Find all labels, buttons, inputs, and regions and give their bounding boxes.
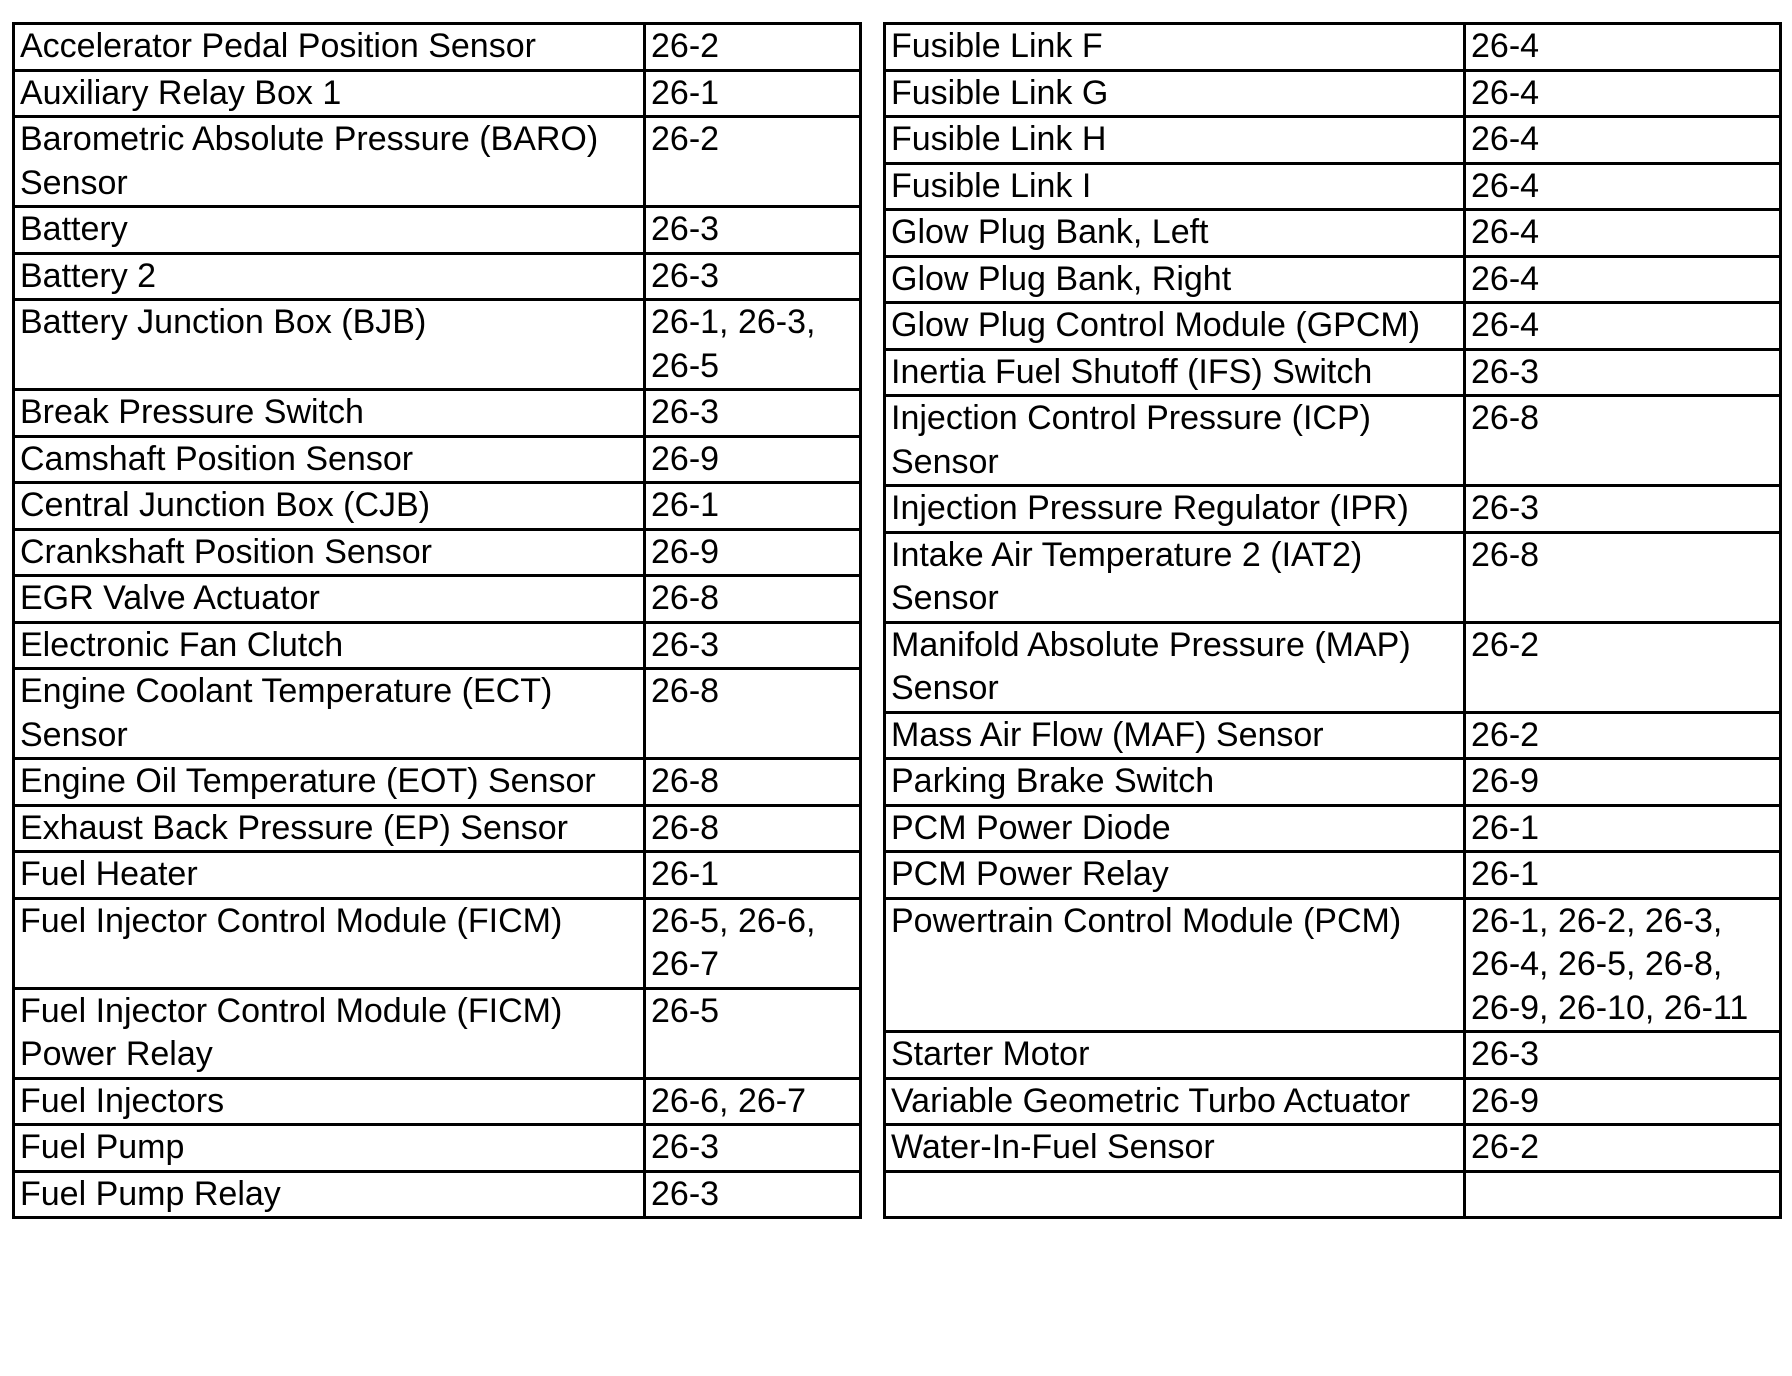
- component-name-cell: Fusible Link I: [885, 163, 1465, 210]
- page-reference-cell: 26-1: [1465, 852, 1781, 899]
- table-row: [885, 70, 1781, 117]
- table-row: [885, 622, 1781, 712]
- page-reference-cell: 26-4: [1465, 303, 1781, 350]
- table-row: [14, 759, 861, 806]
- page-reference-cell: 26-4: [1465, 117, 1781, 164]
- table-row: [14, 253, 861, 300]
- table-row: [885, 349, 1781, 396]
- page-reference-cell: 26-4: [1465, 256, 1781, 303]
- table-row: [14, 988, 861, 1078]
- table-row: [885, 117, 1781, 164]
- page-reference-cell: 26-1: [645, 852, 861, 899]
- table-row: [14, 483, 861, 530]
- component-name-cell: Powertrain Control Module (PCM): [885, 898, 1465, 1032]
- table-row: [14, 576, 861, 623]
- table-row: [885, 303, 1781, 350]
- page-reference-cell: 26-2: [1465, 622, 1781, 712]
- page-reference-cell: 26-1, 26-2, 26-3, 26-4, 26-5, 26-8, 26-9, 26-10, 26-11: [1465, 898, 1781, 1032]
- component-name-cell: Fusible Link G: [885, 70, 1465, 117]
- table-row: [14, 1078, 861, 1125]
- component-name-cell: EGR Valve Actuator: [14, 576, 645, 623]
- page-reference-cell: 26-1: [1465, 805, 1781, 852]
- table-row: [885, 712, 1781, 759]
- page-reference-cell: 26-3: [645, 253, 861, 300]
- page-reference-cell: 26-9: [645, 436, 861, 483]
- table-row: [885, 210, 1781, 257]
- component-name-cell: PCM Power Relay: [885, 852, 1465, 899]
- table-row: [14, 70, 861, 117]
- table-row: [885, 163, 1781, 210]
- page-reference-cell: 26-2: [645, 24, 861, 71]
- component-name-cell: Auxiliary Relay Box 1: [14, 70, 645, 117]
- page-reference-cell: 26-3: [1465, 1032, 1781, 1079]
- page-reference-cell: 26-3: [1465, 486, 1781, 533]
- component-name-cell: Glow Plug Control Module (GPCM): [885, 303, 1465, 350]
- table-row: [885, 486, 1781, 533]
- component-name-cell: Injection Control Pressure (ICP) Sensor: [885, 396, 1465, 486]
- page-reference-cell: 26-8: [645, 759, 861, 806]
- component-name-cell: Break Pressure Switch: [14, 390, 645, 437]
- component-name-cell: Water-In-Fuel Sensor: [885, 1125, 1465, 1172]
- component-name-cell: Glow Plug Bank, Right: [885, 256, 1465, 303]
- table-row: [885, 759, 1781, 806]
- table-row: [885, 24, 1781, 71]
- table-row: [885, 256, 1781, 303]
- component-name-cell: Battery 2: [14, 253, 645, 300]
- page-reference-cell: 26-3: [645, 390, 861, 437]
- component-name-cell: Fuel Injector Control Module (FICM): [14, 898, 645, 988]
- page-reference-cell: 26-2: [1465, 712, 1781, 759]
- table-row: [14, 805, 861, 852]
- component-index-table-right: [883, 22, 1782, 1219]
- component-name-cell: Accelerator Pedal Position Sensor: [14, 24, 645, 71]
- page-reference-cell: 26-8: [645, 576, 861, 623]
- table-row: [14, 207, 861, 254]
- component-name-cell: Central Junction Box (CJB): [14, 483, 645, 530]
- component-name-cell: Fusible Link F: [885, 24, 1465, 71]
- component-name-cell: Fusible Link H: [885, 117, 1465, 164]
- page-reference-cell: 26-9: [1465, 759, 1781, 806]
- component-name-cell: Starter Motor: [885, 1032, 1465, 1079]
- component-name-cell: Injection Pressure Regulator (IPR): [885, 486, 1465, 533]
- component-name-cell: Engine Oil Temperature (EOT) Sensor: [14, 759, 645, 806]
- page-reference-cell: 26-5: [645, 988, 861, 1078]
- component-name-cell: Fuel Heater: [14, 852, 645, 899]
- page-reference-cell: 26-3: [1465, 349, 1781, 396]
- page-reference-cell: 26-1, 26-3, 26-5: [645, 300, 861, 390]
- table-row: [885, 1125, 1781, 1172]
- page-reference-cell: 26-8: [645, 805, 861, 852]
- component-name-cell: Fuel Injector Control Module (FICM) Power Relay: [14, 988, 645, 1078]
- component-name-cell: Mass Air Flow (MAF) Sensor: [885, 712, 1465, 759]
- page-reference-cell: 26-1: [645, 70, 861, 117]
- page-reference-cell: 26-5, 26-6, 26-7: [645, 898, 861, 988]
- table-row: [14, 1125, 861, 1172]
- component-index-table-left: [12, 22, 862, 1219]
- table-row: [14, 436, 861, 483]
- page-reference-cell: 26-8: [1465, 532, 1781, 622]
- component-name-cell: Barometric Absolute Pressure (BARO) Sensor: [14, 117, 645, 207]
- component-name-cell: Fuel Injectors: [14, 1078, 645, 1125]
- page-reference-cell: 26-2: [1465, 1125, 1781, 1172]
- table-row: [885, 805, 1781, 852]
- table-row: [14, 390, 861, 437]
- table-row: [14, 117, 861, 207]
- component-name-cell: Exhaust Back Pressure (EP) Sensor: [14, 805, 645, 852]
- page-reference-cell: 26-3: [645, 622, 861, 669]
- page-reference-cell: 26-9: [1465, 1078, 1781, 1125]
- page-reference-cell: 26-3: [645, 207, 861, 254]
- component-name-cell: [885, 1171, 1465, 1218]
- component-name-cell: Battery Junction Box (BJB): [14, 300, 645, 390]
- page-reference-cell: 26-8: [1465, 396, 1781, 486]
- component-name-cell: Inertia Fuel Shutoff (IFS) Switch: [885, 349, 1465, 396]
- table-row: [14, 1171, 861, 1218]
- table-row: [14, 529, 861, 576]
- component-name-cell: Parking Brake Switch: [885, 759, 1465, 806]
- table-row: [885, 852, 1781, 899]
- page-reference-cell: 26-3: [645, 1125, 861, 1172]
- table-row: [885, 898, 1781, 1032]
- table-row: [14, 622, 861, 669]
- component-name-cell: PCM Power Diode: [885, 805, 1465, 852]
- page-reference-cell: [1465, 1171, 1781, 1218]
- table-row: [14, 669, 861, 759]
- component-name-cell: Electronic Fan Clutch: [14, 622, 645, 669]
- page-reference-cell: 26-4: [1465, 210, 1781, 257]
- component-name-cell: Intake Air Temperature 2 (IAT2) Sensor: [885, 532, 1465, 622]
- component-name-cell: Manifold Absolute Pressure (MAP) Sensor: [885, 622, 1465, 712]
- table-row: [885, 396, 1781, 486]
- page-reference-cell: 26-3: [645, 1171, 861, 1218]
- table-row: [14, 24, 861, 71]
- component-name-cell: Crankshaft Position Sensor: [14, 529, 645, 576]
- table-row: [14, 300, 861, 390]
- page-reference-cell: 26-9: [645, 529, 861, 576]
- component-index-right-body: [885, 24, 1781, 1218]
- component-name-cell: Battery: [14, 207, 645, 254]
- page-reference-cell: 26-8: [645, 669, 861, 759]
- page-reference-cell: 26-4: [1465, 163, 1781, 210]
- table-row: [14, 898, 861, 988]
- component-name-cell: Glow Plug Bank, Left: [885, 210, 1465, 257]
- page-reference-cell: 26-2: [645, 117, 861, 207]
- component-name-cell: Camshaft Position Sensor: [14, 436, 645, 483]
- page-reference-cell: 26-6, 26-7: [645, 1078, 861, 1125]
- table-row: [885, 1032, 1781, 1079]
- component-name-cell: Fuel Pump Relay: [14, 1171, 645, 1218]
- table-row: [885, 1078, 1781, 1125]
- table-row: [885, 532, 1781, 622]
- page-reference-cell: 26-1: [645, 483, 861, 530]
- page-reference-cell: 26-4: [1465, 24, 1781, 71]
- table-row: [14, 852, 861, 899]
- page-reference-cell: 26-4: [1465, 70, 1781, 117]
- table-row: [885, 1171, 1781, 1218]
- component-name-cell: Fuel Pump: [14, 1125, 645, 1172]
- component-name-cell: Engine Coolant Temperature (ECT) Sensor: [14, 669, 645, 759]
- component-name-cell: Variable Geometric Turbo Actuator: [885, 1078, 1465, 1125]
- component-index-left-body: [14, 24, 861, 1218]
